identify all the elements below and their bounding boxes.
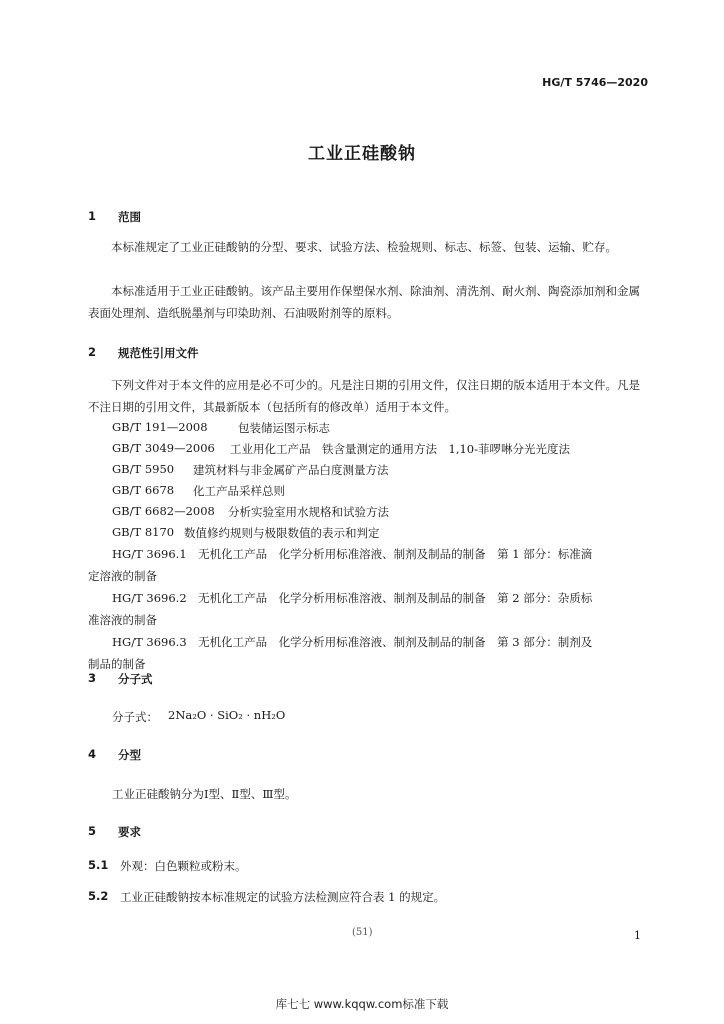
footer-code: (51) [352,927,373,938]
section-number: 3 [88,671,97,685]
reference-line: 准溶液的制备 [88,613,157,627]
paragraph: 本标准规定了工业正硅酸钠的分型、要求、试验方法、检验规则、标志、标签、包装、运输、贮存。 [111,240,617,254]
reference-line: 制品的制备 [88,657,146,671]
section-number: 2 [88,345,97,359]
reference-code: GB/T 6682—2008 [112,504,215,518]
reference-title: 化工产品采样总则 [193,484,285,498]
page-title: 工业正硅酸钠 [308,144,416,164]
paragraph: 本标准适用于工业正硅酸钠。该产品主要用作保塑保水剂、除油剂、清洗剂、耐火剂、陶瓷添加剂和金属表面处理剂、造纸脱墨剂与印染助剂、石油吸附剂等的原料。 [88,284,640,320]
subsection-text: 外观：白色颗粒或粉末。 [120,859,247,873]
reference-line: HG/T 3696.1 无机化工产品 化学分析用标准溶液、制剂及制品的制备 第 1 部分：标准滴 [112,547,593,561]
section-heading: 分子式 [118,672,153,686]
subsection-number: 5.2 [88,889,109,903]
paragraph: 工业正硅酸钠分为Ⅰ型、Ⅱ型、Ⅲ型。 [112,787,297,801]
reference-title: 数值修约规则与极限数值的表示和判定 [184,526,380,540]
reference-code: GB/T 5950 [112,462,175,476]
reference-title: 建筑材料与非金属矿产品白度测量方法 [193,463,389,477]
download-watermark: 库七七 www.kqqw.com标准下载 [275,997,449,1011]
paragraph: 下列文件对于本文件的应用是必不可少的。凡是注日期的引用文件，仅注日期的版本适用于本文件。凡是不注日期的引用文件，其最新版本（包括所有的修改单）适用于本文件。 [88,378,640,414]
page-number: 1 [634,929,641,942]
section-heading: 分型 [118,748,141,762]
reference-title: 工业用化工产品 铁含量测定的通用方法 1,10-菲啰啉分光光度法 [230,442,570,456]
section-heading: 要求 [118,825,141,839]
section-number: 5 [88,824,97,838]
reference-title: 分析实验室用水规格和试验方法 [228,505,389,519]
reference-code: GB/T 3049—2006 [112,441,215,455]
chemical-formula: 2Na₂O · SiO₂ · nH₂O [168,708,286,722]
section-number: 4 [88,747,97,761]
reference-line: HG/T 3696.2 无机化工产品 化学分析用标准溶液、制剂及制品的制备 第 2 部分：杂质标 [112,591,593,605]
reference-code: GB/T 8170 [112,525,175,539]
reference-code: GB/T 191—2008 [112,420,208,434]
reference-line: 定溶液的制备 [88,569,157,583]
reference-code: GB/T 6678 [112,483,175,497]
section-number: 1 [88,209,97,223]
formula-label: 分子式： [112,710,158,724]
subsection-number: 5.1 [88,858,109,872]
reference-line: HG/T 3696.3 无机化工产品 化学分析用标准溶液、制剂及制品的制备 第 3 部分：制剂及 [112,635,593,649]
subsection-text: 工业正硅酸钠按本标准规定的试验方法检测应符合表 1 的规定。 [120,890,446,904]
section-heading: 范围 [118,210,141,224]
standard-code: HG/T 5746—2020 [542,76,648,89]
reference-title: 包装储运图示标志 [238,421,330,435]
section-heading: 规范性引用文件 [118,346,199,360]
